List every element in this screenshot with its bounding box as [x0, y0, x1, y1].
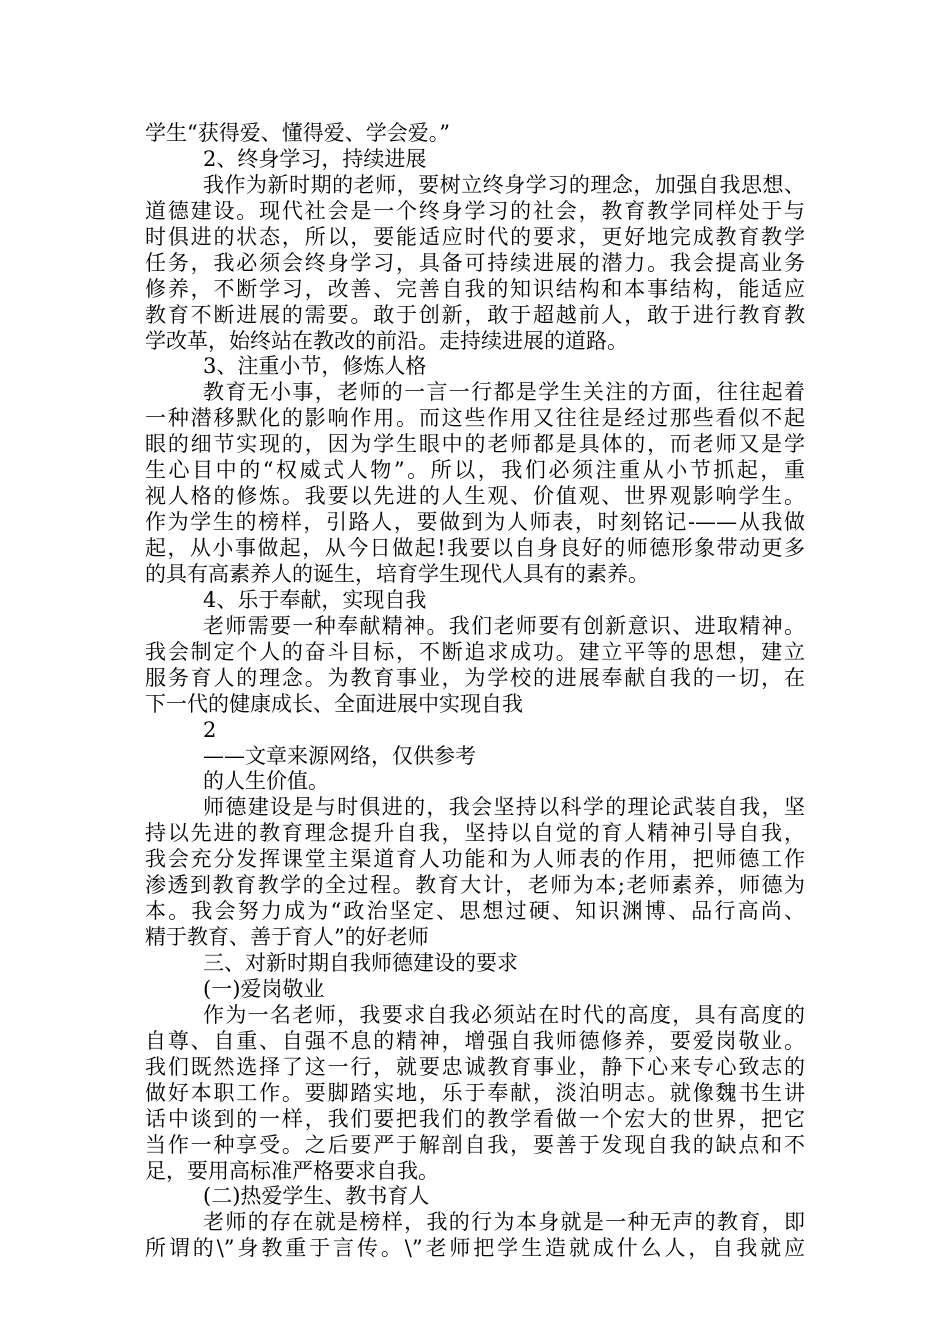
text-line: 的具有高素养人的诞生，培育学生现代人具有的素养。 — [145, 561, 649, 586]
text-line: 渗透到教育教学的全过程。教育大计，老师为本;老师素养，师德为 — [145, 873, 805, 898]
text-line: (二)热爱学生、教书育人 — [203, 1184, 430, 1209]
text-line: 任务，我必须会终身学习，具备可持续进展的潜力。我会提高业务 — [145, 250, 805, 275]
text-line: 我们既然选择了这一行，就要忠诚教育事业，静下心来专心致志的 — [145, 1054, 805, 1079]
text-line: 教育无小事，老师的一言一行都是学生关注的方面，往往起着 — [203, 380, 805, 405]
text-line: 本。我会努力成为“政治坚定、思想过硬、知识渊博、品行高尚、 — [145, 899, 805, 924]
text-line: 作为学生的榜样，引路人，要做到为人师表，时刻铭记-——从我做 — [145, 510, 805, 535]
text-line: 时俱进的状态，所以，要能适应时代的要求，更好地完成教育教学 — [145, 224, 805, 249]
text-line: 足，要用高标准严格要求自我。 — [145, 1158, 439, 1183]
text-line: 老师需要一种奉献精神。我们老师要有创新意识、进取精神。 — [203, 613, 805, 638]
text-line: 三、对新时期自我师德建设的要求 — [203, 951, 518, 975]
text-line: 修养，不断学习，改善、完善自我的知识结构和本事结构，能适应 — [145, 276, 805, 301]
text-line: 精于教育、善于育人”的好老师 — [145, 925, 429, 950]
text-line: 2 — [203, 717, 217, 742]
text-line: 生心目中的“权威式人物”。所以，我们必须注重从小节抓起，重 — [145, 458, 805, 483]
text-line: 师德建设是与时俱进的，我会坚持以科学的理论武装自我，坚 — [203, 795, 805, 820]
document-body — [145, 121, 805, 1262]
text-line: 学改革，始终站在教改的前沿。走持续进展的道路。 — [145, 328, 628, 353]
text-line: 一种潜移默化的影响作用。而这些作用又往往是经过那些看似不起 — [145, 406, 805, 431]
text-line: 所谓的\”身教重于言传。\”老师把学生造就成什么人，自我就应 — [145, 1236, 805, 1261]
text-line: 3、注重小节，修炼人格 — [203, 354, 427, 379]
text-line: 作为一名老师，我要求自我必须站在时代的高度，具有高度的 — [203, 1002, 805, 1027]
text-line: 自尊、自重、自强不息的精神，增强自我师德修养，要爱岗敬业。 — [145, 1028, 805, 1053]
text-line: 视人格的修炼。我要以先进的人生观、价值观、世界观影响学生。 — [145, 484, 805, 509]
text-line: 当作一种享受。之后要严于解剖自我，要善于发现自我的缺点和不 — [145, 1132, 805, 1157]
text-line: 持以先进的教育理念提升自我，坚持以自觉的育人精神引导自我， — [145, 821, 805, 846]
text-line: (一)爱岗敬业 — [203, 976, 325, 1001]
text-line: 4、乐于奉献，实现自我 — [203, 587, 427, 612]
text-line: 我会制定个人的奋斗目标，不断追求成功。建立平等的思想，建立 — [145, 639, 805, 664]
text-line: 老师的存在就是榜样，我的行为本身就是一种无声的教育，即 — [203, 1210, 805, 1235]
text-line: 2、终身学习，持续进展 — [203, 146, 427, 171]
text-line: 道德建设。现代社会是一个终身学习的社会，教育教学同样处于与 — [145, 198, 805, 223]
text-line: 教育不断进展的需要。敢于创新，敢于超越前人，敢于进行教育教 — [145, 302, 805, 327]
text-line: ——文章来源网络，仅供参考 — [203, 743, 476, 768]
text-line: 起，从小事做起，从今日做起!我要以自身良好的师德形象带动更多 — [145, 536, 805, 560]
text-line: 的人生价值。 — [203, 769, 329, 794]
text-line: 做好本职工作。要脚踏实地，乐于奉献，淡泊明志。就像魏书生讲 — [145, 1080, 805, 1105]
text-line: 话中谈到的一样，我们要把我们的教学看做一个宏大的世界，把它 — [145, 1106, 805, 1131]
text-line: 学生“获得爱、懂得爱、学会爱。” — [145, 121, 450, 145]
text-line: 眼的细节实现的，因为学生眼中的老师都是具体的，而老师又是学 — [145, 432, 805, 457]
text-line: 下一代的健康成长、全面进展中实现自我 — [145, 691, 523, 716]
text-line: 我会充分发挥课堂主渠道育人功能和为人师表的作用，把师德工作 — [145, 847, 805, 872]
text-line: 服务育人的理念。为教育事业，为学校的进展奉献自我的一切，在 — [145, 665, 805, 690]
text-line: 我作为新时期的老师，要树立终身学习的理念，加强自我思想、 — [203, 172, 805, 197]
